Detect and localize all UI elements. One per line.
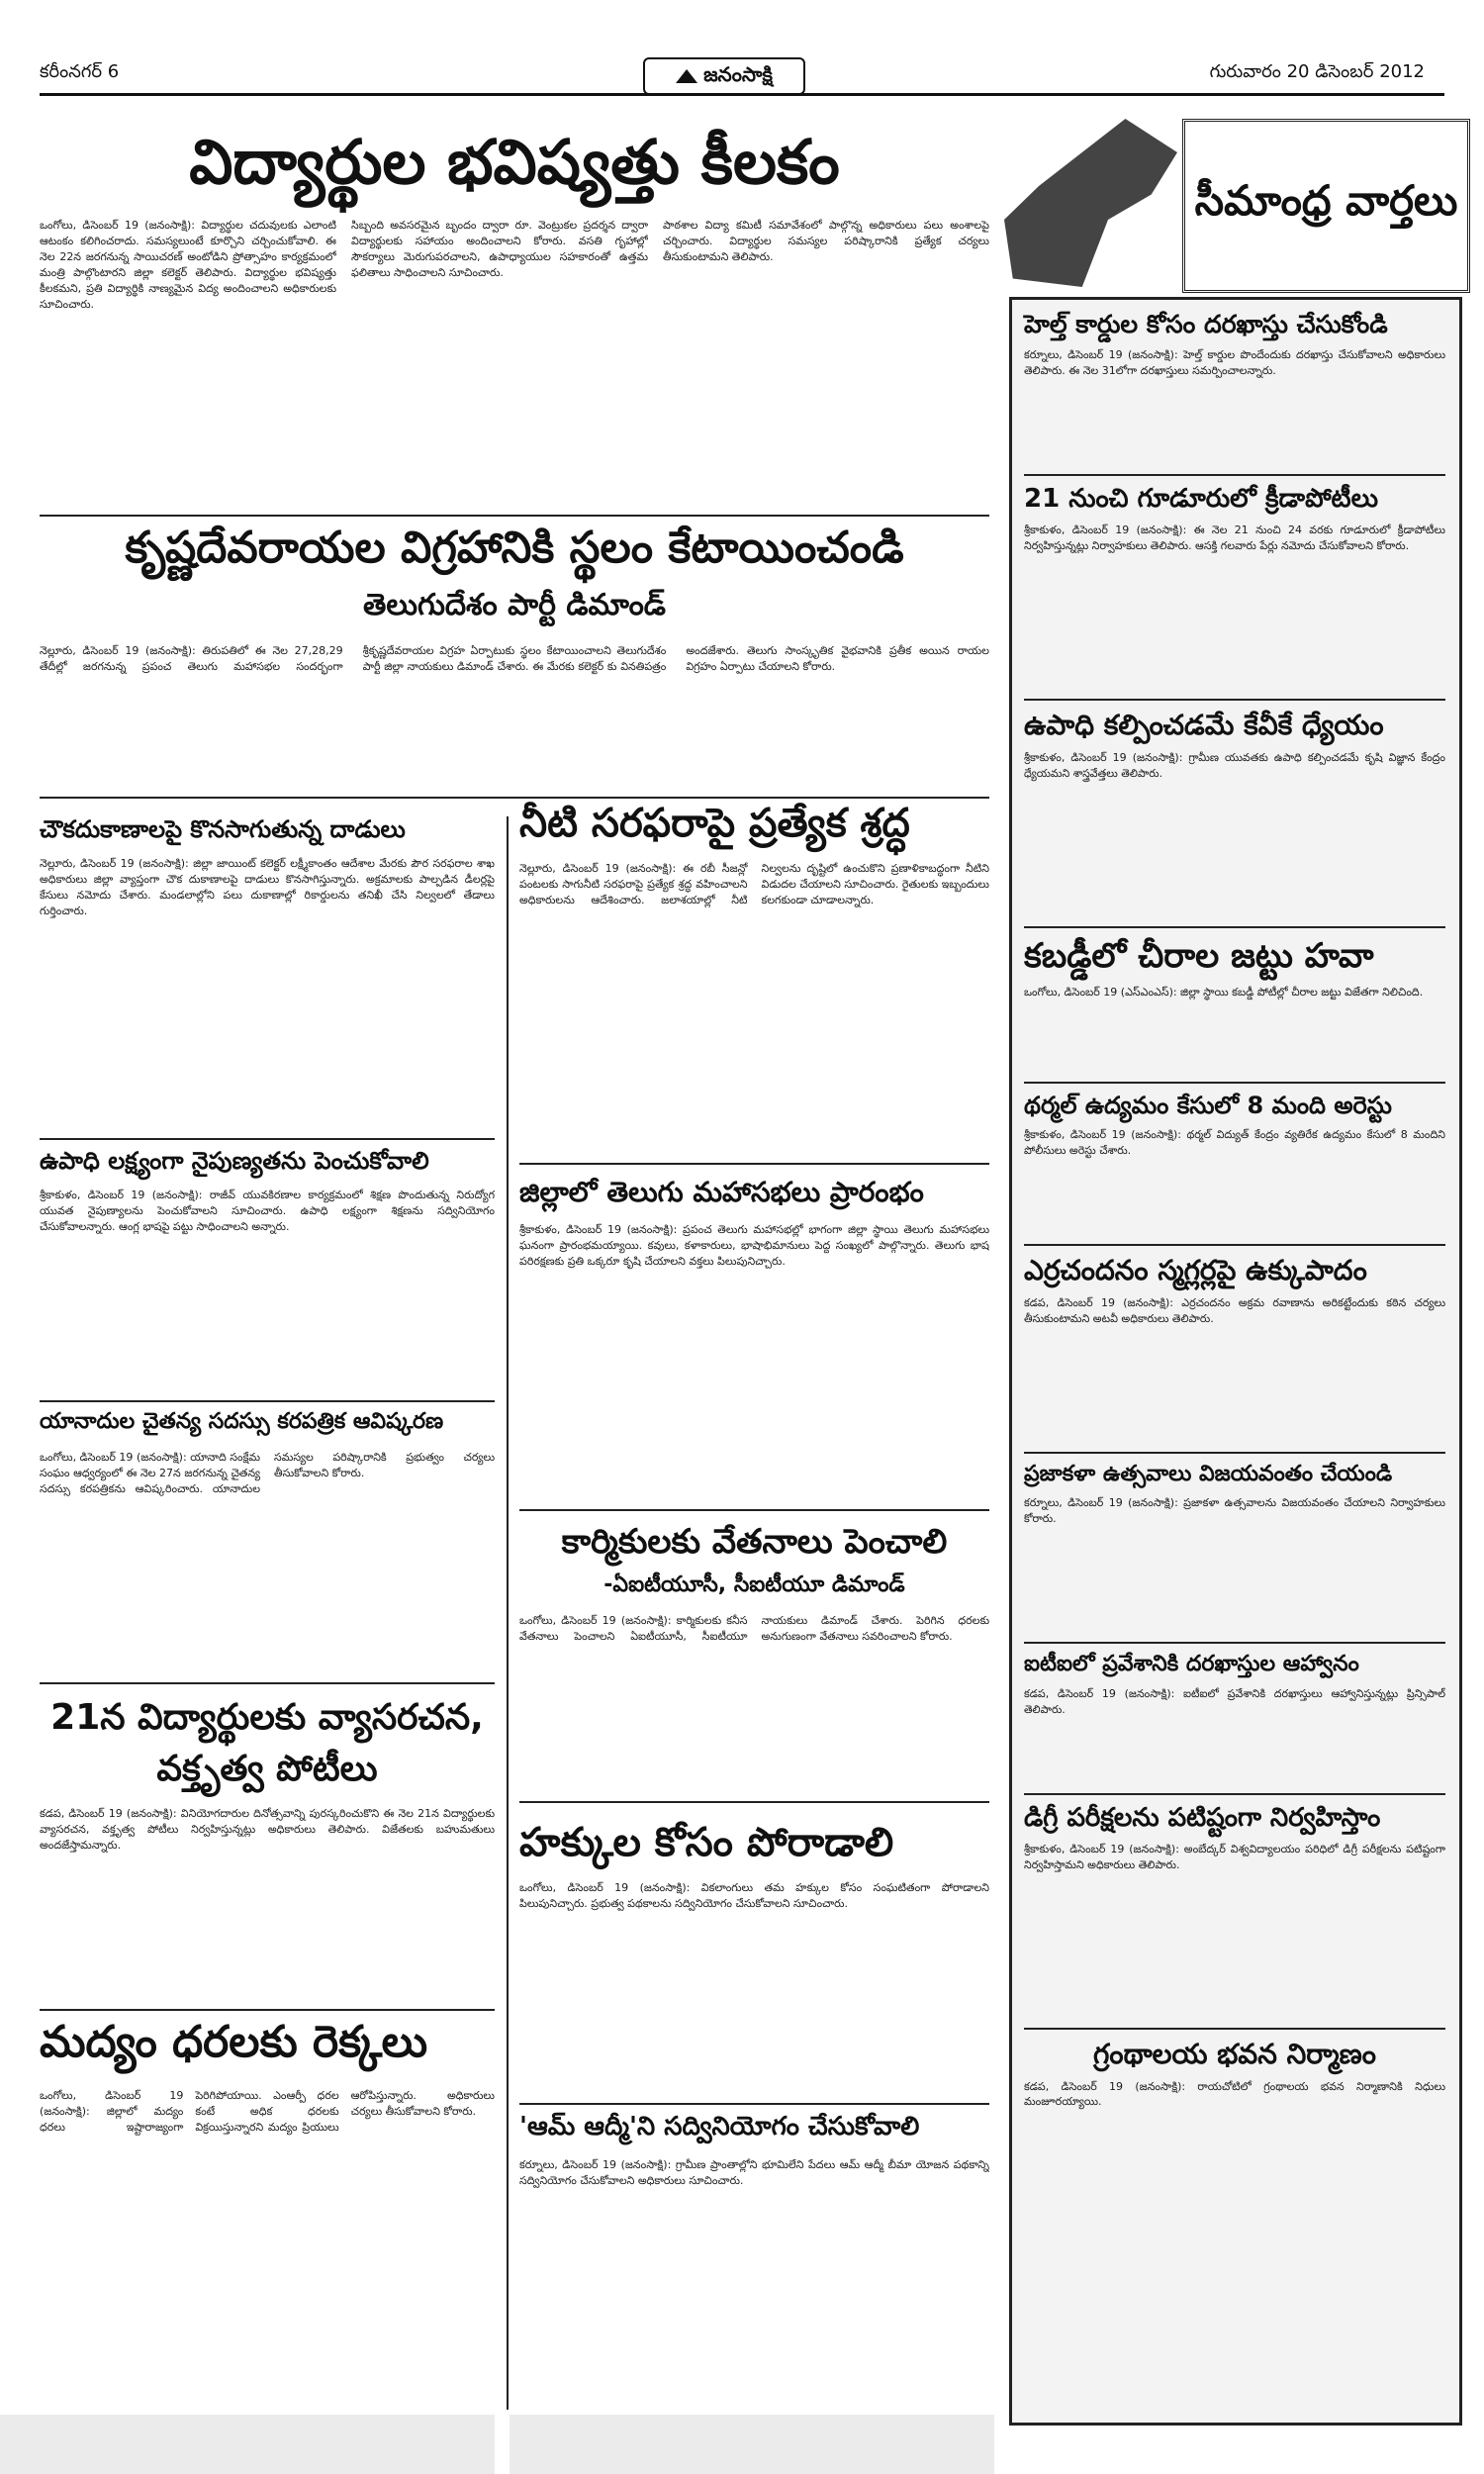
- article1-col3: పాఠశాల విద్యా కమిటీ సమావేశంలో పాల్గొన్న అధికారులు పలు అంశాలపై చర్చించారు. విద్యార్థుల సమస్యల పరిష్కారానికి ప్రత్యేక చర్యలు తీసుకుంటామని తెలిపారు.: [663, 219, 989, 263]
- main-headline: విద్యార్థుల భవిష్యత్తు కీలకం: [189, 126, 840, 198]
- article7-body: ఒంగోలు, డిసెంబర్ 19 (జనంసాక్షి): యానాది సంక్షేమ సంఘం ఆధ్వర్యంలో ఈ నెల 27న జరగనున్న చైతన్య సదస్సు కరపత్రికను ఆవిష్కరించారు. యానాదుల సమస్యల పరిష్కారానికి ప్రభుత్వం చర్యలు తీసుకోవాలని కోరారు.: [40, 1451, 495, 1495]
- divider: [1024, 1244, 1445, 1246]
- footer-blank: [510, 2415, 994, 2474]
- sidebar-banner: సీమాంధ్ర వార్తలు: [1182, 119, 1470, 293]
- article1-col2: సిబ్బంది అవసరమైన బృందం ద్వారా రూ. వెంట్రుకల ప్రదర్శన ద్వారా విద్యార్థులకు సహాయం అందించాలని కోరారు. వసతి గృహాల్లో సౌకర్యాలు మెరుగుపరచాలని, ఉపాధ్యాయుల సహకారంతో ఉత్తమ ఫలితాలు సాధించాలని సూచించారు.: [351, 219, 648, 279]
- sidebar-item-body: కడప, డిసెంబర్ 19 (జనంసాక్షి): ఎర్రచందనం అక్రమ రవాణాను అరికట్టేందుకు కఠిన చర్యలు తీసుకుంటామని అటవీ అధికారులు తెలిపారు.: [1024, 1295, 1445, 1325]
- divider: [1024, 1082, 1445, 1084]
- logo-icon: [676, 69, 697, 83]
- sidebar-item-headline: హెల్త్ కార్డుల కోసం దరఖాస్తు చేసుకోండి: [1024, 310, 1388, 338]
- article12-body: కర్నూలు, డిసెంబర్ 19 (జనంసాక్షి): గ్రామీణ ప్రాంతాల్లోని భూమిలేని పేదలు ఆమ్ ఆద్మీ బీమా యోజన పథకాన్ని సద్వినియోగం చేసుకోవాలని అధికారులు సూచించారు.: [519, 2158, 989, 2187]
- sidebar-item-headline: 21 నుంచి గూడూరులో క్రీడాపోటీలు: [1024, 484, 1379, 514]
- sidebar-item-body: కడప, డిసెంబర్ 19 (జనంసాక్షి): ఐటీఐలో ప్రవేశానికి దరఖాస్తులు ఆహ్వానిస్తున్నట్లు ప్రిన్సిపాల్ తెలిపారు.: [1024, 1686, 1445, 1716]
- divider: [519, 1801, 989, 1803]
- article4-body: నెల్లూరు, డిసెంబర్ 19 (జనంసాక్షి): ఈ రబీ సీజన్లో పంటలకు సాగునీటి సరఫరాపై ప్రత్యేక శ్రద్ధ వహించాలని అధికారులను ఆదేశించారు. జలాశయాల్లో నీటి నిల్వలను దృష్టిలో ఉంచుకొని ప్రణాళికాబద్ధంగా నీటిని విడుదల చేయాలని సూచించారు. రైతులకు ఇబ్బందులు కలగకుండా చూడాలన్నారు.: [519, 862, 989, 906]
- divider: [519, 1163, 989, 1165]
- footer-blank: [0, 2415, 495, 2474]
- divider: [1024, 2028, 1445, 2030]
- sidebar-item-body: శ్రీకాకుళం, డిసెంబర్ 19 (జనంసాక్షి): థర్మల్ విద్యుత్ కేంద్రం వ్యతిరేక ఉద్యమం కేసులో 8 మందిని పోలీసులు అరెస్టు చేశారు.: [1024, 1128, 1445, 1158]
- sidebar-item-body: కడప, డిసెంబర్ 19 (జనంసాక్షి): రాయచోటిలో గ్రంథాలయ భవన నిర్మాణానికి నిధులు మంజూరయ్యాయి.: [1024, 2079, 1445, 2109]
- article8-subhead: -ఏఐటీయూసీ, సీఐటీయూ డిమాండ్: [603, 1572, 905, 1597]
- newspaper-name: జనంసాక్షి: [703, 61, 773, 86]
- sidebar-item-body: కర్నూలు, డిసెంబర్ 19 (జనంసాక్షి): హెల్త్ కార్డుల పొందేందుకు దరఖాస్తు చేసుకోవాలని అధికారులు తెలిపారు. ఈ నెల 31లోగా దరఖాస్తులు సమర్పించాలన్నారు.: [1024, 348, 1445, 377]
- article7-headline: యానాదుల చైతన్య సదస్సు కరపత్రిక ఆవిష్కరణ: [40, 1409, 444, 1434]
- divider: [40, 1400, 495, 1402]
- header-rule: [40, 93, 1444, 96]
- article2-subhead: తెలుగుదేశం పార్టీ డిమాండ్: [362, 588, 666, 622]
- page-section-label: కరీంనగర్ 6: [40, 61, 120, 82]
- state-map-graphic: [1004, 119, 1177, 287]
- article2-headline: కృష్ణదేవరాయల విగ్రహానికి స్థలం కేటాయించండి: [125, 523, 904, 573]
- divider: [1024, 1793, 1445, 1795]
- divider: [40, 2009, 495, 2011]
- article2-body: నెల్లూరు, డిసెంబర్ 19 (జనంసాక్షి): తిరుపతిలో ఈ నెల 27,28,29 తేదీల్లో జరగనున్న ప్రపంచ తెలుగు మహాసభల సందర్భంగా శ్రీకృష్ణదేవరాయల విగ్రహ ఏర్పాటుకు స్థలం కేటాయించాలని తెలుగుదేశం పార్టీ జిల్లా నాయకులు డిమాండ్ చేశారు. ఈ మేరకు కలెక్టర్ కు వినతిపత్రం అందజేశారు. తెలుగు సాంస్కృతిక వైభవానికి ప్రతీక అయిన రాయల విగ్రహం ఏర్పాటు చేయాలని కోరారు.: [40, 644, 989, 673]
- article10-body: ఒంగోలు, డిసెంబర్ 19 (జనంసాక్షి): వికలాంగులు తమ హక్కుల కోసం సంఘటితంగా పోరాడాలని పిలుపునిచ్చారు. ప్రభుత్వ పథకాలను సద్వినియోగం చేసుకోవాలని సూచించారు.: [519, 1881, 989, 1910]
- article6-headline: జిల్లాలో తెలుగు మహాసభలు ప్రారంభం: [519, 1176, 924, 1208]
- article10-headline: హక్కుల కోసం పోరాడాలి: [519, 1820, 894, 1865]
- divider: [1024, 474, 1445, 476]
- divider: [1024, 1642, 1445, 1644]
- divider: [519, 2103, 989, 2105]
- column-rule: [507, 816, 509, 2410]
- article1-col1: ఒంగోలు, డిసెంబర్ 19 (జనంసాక్షి): విద్యార్థుల చదువులకు ఎలాంటి ఆటంకం కలిగించరాదు. సమస్యలుంటే కూర్చొని చర్చించుకోవాలి. ఈ నెల 22న జరగనున్న సాయిచరణ్ అంటోడిని ప్రోత్సాహం కార్యక్రమంలో మంత్రి పాల్గొంటారని జిల్లా కలెక్టర్ తెలిపారు. విద్యార్థుల భవిష్యత్తు కీలకమని, ప్రతి విద్యార్థికి నాణ్యమైన విద్య అందించాలని అధికారులకు సూచించారు.: [40, 219, 336, 311]
- divider: [519, 1509, 989, 1511]
- sidebar-item-body: ఒంగోలు, డిసెంబర్ 19 (ఎస్ఎంఎస్): జిల్లా స్థాయి కబడ్డీ పోటీల్లో చీరాల జట్టు విజేతగా నిలిచింది.: [1024, 985, 1424, 999]
- article3-body: నెల్లూరు, డిసెంబర్ 19 (జనంసాక్షి): జిల్లా జాయింట్ కలెక్టర్ లక్ష్మీకాంతం ఆదేశాల మేరకు పౌర సరఫరాల శాఖ అధికారులు జిల్లా వ్యాప్తంగా చౌక దుకాణాలపై దాడులు కొనసాగిస్తున్నారు. అక్రమాలకు పాల్పడిన డీలర్లపై కేసులు నమోదు చేశారు. మండలాల్లోని పలు దుకాణాల్లో రికార్డులను తనిఖీ చేసి నిల్వలలో తేడాలు గుర్తించారు.: [40, 857, 495, 917]
- divider: [40, 515, 989, 517]
- divider: [1024, 699, 1445, 701]
- article9-headline: 21న విద్యార్థులకు వ్యాసరచన, వక్తృత్వ పోటీలు: [50, 1697, 484, 1790]
- sidebar-item-body: కర్నూలు, డిసెంబర్ 19 (జనంసాక్షి): ప్రజాకళా ఉత్సవాలను విజయవంతం చేయాలని నిర్వాహకులు కోరారు.: [1024, 1496, 1445, 1526]
- article6-body: శ్రీకాకుళం, డిసెంబర్ 19 (జనంసాక్షి): ప్రపంచ తెలుగు మహాసభల్లో భాగంగా జిల్లా స్థాయి తెలుగు మహాసభలు ఘనంగా ప్రారంభమయ్యాయి. కవులు, కళాకారులు, భాషాభిమానులు పెద్ద సంఖ్యలో పాల్గొన్నారు. తెలుగు భాష పరిరక్షణకు ప్రతి ఒక్కరూ కృషి చేయాలని వక్తలు పిలుపునిచ్చారు.: [519, 1223, 989, 1268]
- sidebar-news-panel: [1009, 297, 1462, 2426]
- sidebar-item-body: శ్రీకాకుళం, డిసెంబర్ 19 (జనంసాక్షి): అంబేద్కర్ విశ్వవిద్యాలయం పరిధిలో డిగ్రీ పరీక్షలను పటిష్టంగా నిర్వహిస్తామని అధికారులు తెలిపారు.: [1024, 1842, 1445, 1871]
- article8-body: ఒంగోలు, డిసెంబర్ 19 (జనంసాక్షి): కార్మికులకు కనీస వేతనాలు పెంచాలని ఏఐటీయూసీ, సీఐటీయూ నాయకులు డిమాండ్ చేశారు. పెరిగిన ధరలకు అనుగుణంగా వేతనాలు సవరించాలని కోరారు.: [519, 1614, 989, 1643]
- divider: [40, 1138, 495, 1140]
- divider: [40, 797, 989, 799]
- divider: [40, 1682, 495, 1684]
- sidebar-item-headline: ఉపాధి కల్పించడమే కేవీకే ధ్యేయం: [1024, 709, 1384, 742]
- sidebar-item-headline: థర్మల్ ఉద్యమం కేసులో 8 మంది అరెస్టు: [1024, 1091, 1392, 1119]
- sidebar-item-headline: డిగ్రీ పరీక్షలను పటిష్టంగా నిర్వహిస్తాం: [1024, 1802, 1381, 1833]
- article5-headline: ఉపాధి లక్ష్యంగా నైపుణ్యతను పెంచుకోవాలి: [40, 1147, 429, 1175]
- sidebar-item-headline: గ్రంథాలయ భవన నిర్మాణం: [1093, 2037, 1376, 2070]
- divider: [1024, 926, 1445, 928]
- article5-body: శ్రీకాకుళం, డిసెంబర్ 19 (జనంసాక్షి): రాజీవ్ యువకిరణాల కార్యక్రమంలో శిక్షణ పొందుతున్న నిరుద్యోగ యువత నైపుణ్యాలను పెంచుకోవాలని సూచించారు. ఉపాధి లక్ష్యంగా శిక్షణను సద్వినియోగం చేసుకోవాలన్నారు. ఆంగ్ల భాషపై పట్టు సాధించాలని అన్నారు.: [40, 1189, 495, 1233]
- divider: [1024, 1452, 1445, 1454]
- article11-body: ఒంగోలు, డిసెంబర్ 19 (జనంసాక్షి): జిల్లాలో మద్యం ధరలు ఇష్టారాజ్యంగా పెరిగిపోయాయి. ఎంఆర్పీ ధరల కంటే అధిక ధరలకు విక్రయిస్తున్నారని మద్యం ప్రియులు ఆరోపిస్తున్నారు. అధికారులు చర్యలు తీసుకోవాలని కోరారు.: [40, 2089, 495, 2134]
- sidebar-item-headline: ఐటీఐలో ప్రవేశానికి దరఖాస్తుల ఆహ్వానం: [1024, 1652, 1359, 1677]
- sidebar-item-headline: కబడ్డీలో చీరాల జట్టు హవా: [1024, 935, 1374, 976]
- article8-headline: కార్మికులకు వేతనాలు పెంచాలి: [561, 1522, 948, 1562]
- sidebar-item-headline: ప్రజాకళా ఉత్సవాలు విజయవంతం చేయండి: [1024, 1461, 1393, 1486]
- sidebar-item-body: శ్రీకాకుళం, డిసెంబర్ 19 (జనంసాక్షి): ఈ నెల 21 నుంచి 24 వరకు గూడూరులో క్రీడాపోటీలు నిర్వహిస్తున్నట్లు నిర్వాహకులు తెలిపారు. ఆసక్తి గలవారు పేర్లు నమోదు చేసుకోవాలని కోరారు.: [1024, 523, 1445, 553]
- sidebar-item-headline: ఎర్రచందనం స్మగ్లర్లపై ఉక్కుపాదం: [1024, 1254, 1367, 1287]
- article3-headline: చౌకదుకాణాలపై కొనసాగుతున్న దాడులు: [40, 815, 406, 843]
- article4-headline: నీటి సరఫరాపై ప్రత్యేక శ్రద్ధ: [519, 801, 910, 846]
- article11-headline: మద్యం ధరలకు రెక్కలు: [40, 2017, 428, 2067]
- issue-date: గురువారం 20 డిసెంబర్ 2012: [1209, 61, 1425, 82]
- article12-headline: 'ఆమ్ ఆద్మీ'ని సద్వినియోగం చేసుకోవాలి: [519, 2112, 920, 2141]
- article9-body: కడప, డిసెంబర్ 19 (జనంసాక్షి): వినియోగదారుల దినోత్సవాన్ని పురస్కరించుకొని ఈ నెల 21న విద్యార్థులకు వ్యాసరచన, వక్తృత్వ పోటీలు నిర్వహిస్తున్నట్లు అధికారులు తెలిపారు. విజేతలకు బహుమతులు అందజేస్తామన్నారు.: [40, 1807, 495, 1852]
- sidebar-item-body: శ్రీకాకుళం, డిసెంబర్ 19 (జనంసాక్షి): గ్రామీణ యువతకు ఉపాధి కల్పించడమే కృషి విజ్ఞాన కేంద్రం ధ్యేయమని శాస్త్రవేత్తలు తెలిపారు.: [1024, 750, 1445, 780]
- newspaper-logo: [643, 57, 805, 95]
